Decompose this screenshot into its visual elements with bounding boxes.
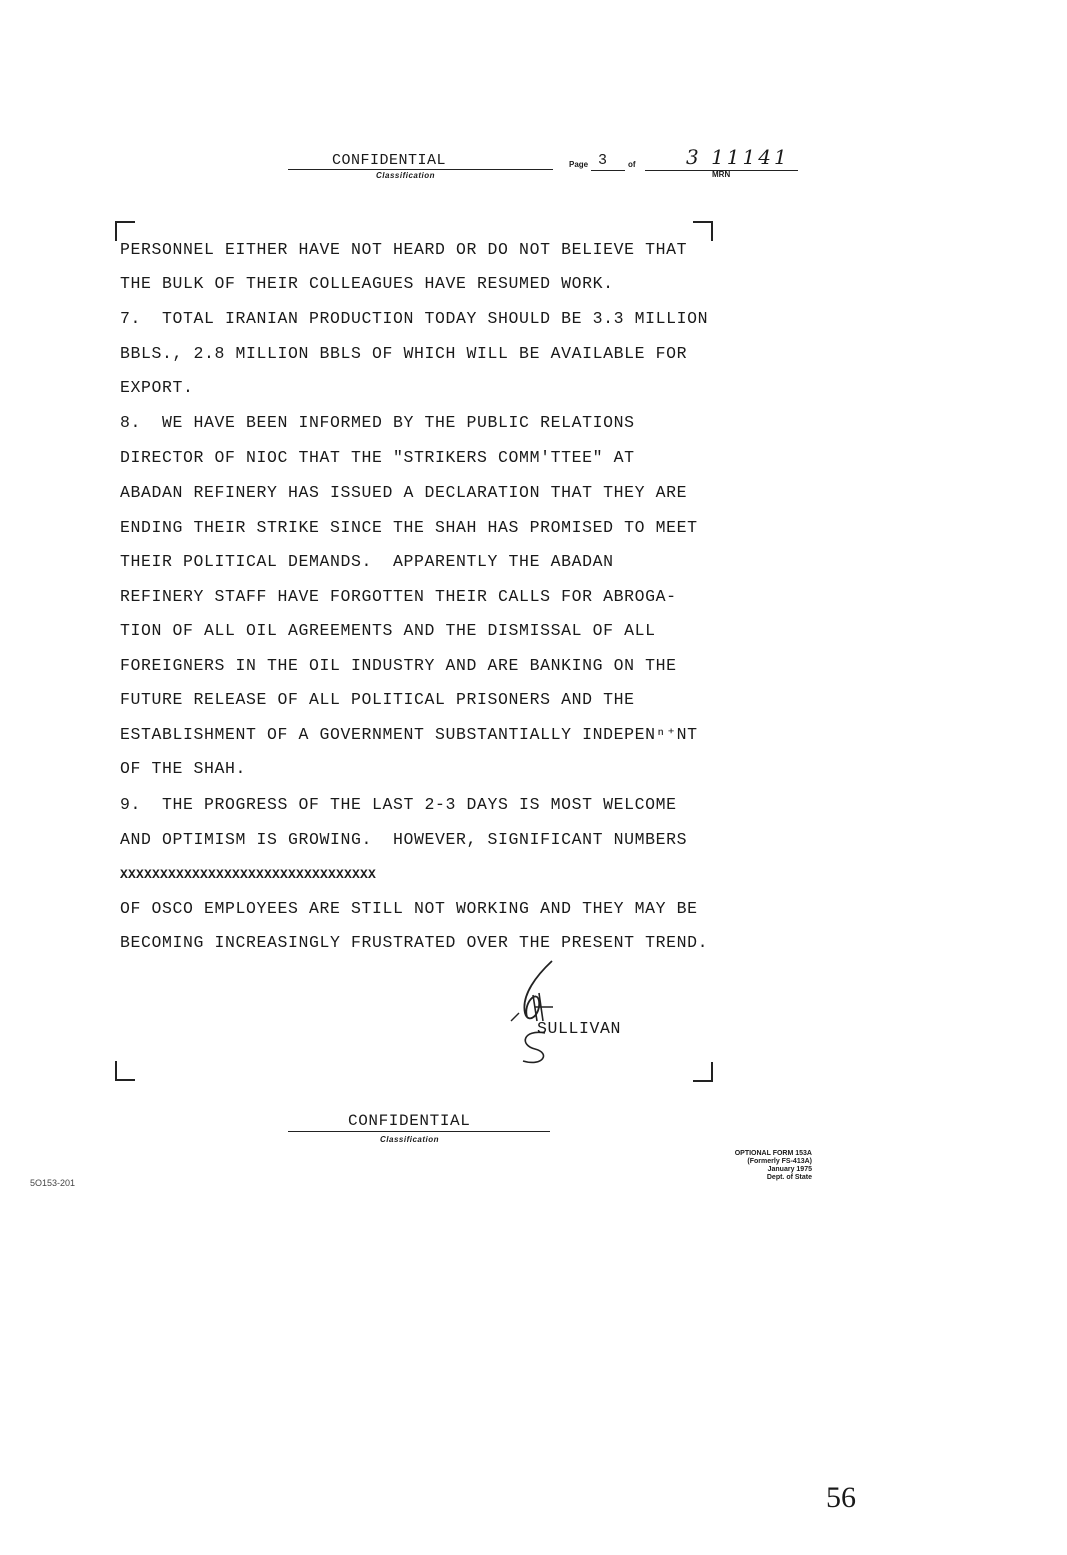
corner-mark-top-left [115,221,135,241]
body-line: 9. THE PROGRESS OF THE LAST 2-3 DAYS IS MOST WELCOME [120,795,677,814]
header-classification-value: CONFIDENTIAL [332,152,447,169]
body-line: EXPORT. [120,378,194,397]
body-line: 7. TOTAL IRANIAN PRODUCTION TODAY SHOULD BE 3.3 MILLION [120,309,709,328]
body-line: REFINERY STAFF HAVE FORGOTTEN THEIR CALLS FOR ABROGA- [120,587,677,606]
body-line: FUTURE RELEASE OF ALL POLITICAL PRISONERS AND THE [120,690,635,709]
page-label: Page [569,160,589,169]
page-number-rule [591,170,625,171]
footer-classification-label: Classification [380,1135,440,1144]
mrn-label: MRN [712,170,731,179]
of-label: of [628,160,636,169]
body-line: OF OSCO EMPLOYEES ARE STILL NOT WORKING AND THEY MAY BE [120,899,698,918]
body-line: 8. WE HAVE BEEN INFORMED BY THE PUBLIC RELATIONS [120,413,635,432]
optional-form-block [660,1150,812,1182]
corner-mark-top-right [693,221,713,241]
body-line: AND OPTIMISM IS GROWING. HOWEVER, SIGNIFICANT NUMBERS [120,830,688,849]
body-line: PERSONNEL EITHER HAVE NOT HEARD OR DO NOT BELIEVE THAT [120,240,688,259]
body-line: THEIR POLITICAL DEMANDS. APPARENTLY THE ABADAN [120,552,614,571]
body-line: ENDING THEIR STRIKE SINCE THE SHAH HAS PROMISED TO MEET [120,518,698,537]
mrn-value: 3 11141 [686,145,790,169]
optional-form-line: OPTIONAL FORM 153A [734,1150,812,1157]
body-line: OF THE SHAH. [120,759,247,778]
handwritten-initials [505,955,565,1070]
optional-form-line: (Formerly FS-413A) [747,1158,812,1165]
page-number: 3 [598,152,608,169]
header-classification-label: Classification [376,171,436,180]
body-line: TION OF ALL OIL AGREEMENTS AND THE DISMISSAL OF ALL [120,621,656,640]
body-line: DIRECTOR OF NIOC THAT THE "STRIKERS COMM'TTEE" AT [120,448,635,467]
footer-classification-value: CONFIDENTIAL [348,1112,471,1130]
form-number: 5O153-201 [30,1178,76,1188]
optional-form-line: January 1975 [767,1166,812,1173]
page-number-footer: 56 [826,1481,856,1514]
body-line: ABADAN REFINERY HAS ISSUED A DECLARATION THAT THEY ARE [120,483,688,502]
body-line: BBLS., 2.8 MILLION BBLS OF WHICH WILL BE AVAILABLE FOR [120,344,688,363]
body-line: THE BULK OF THEIR COLLEAGUES HAVE RESUMED WORK. [120,274,614,293]
body-line: FOREIGNERS IN THE OIL INDUSTRY AND ARE BANKING ON THE [120,656,677,675]
corner-mark-bottom-right [693,1062,713,1082]
body-line: ESTABLISHMENT OF A GOVERNMENT SUBSTANTIALLY INDEPENⁿ⁺NT [120,725,698,744]
footer-classification-block [288,1110,550,1150]
redacted-line: XXXXXXXXXXXXXXXXXXXXXXXXXXXXXXXX [120,867,377,882]
optional-form-line: Dept. of State [766,1174,812,1181]
header-classification-block [288,150,553,186]
signature-name: SULLIVAN [537,1019,622,1038]
body-line: BECOMING INCREASINGLY FRUSTRATED OVER THE PRESENT TREND. [120,933,709,952]
corner-mark-bottom-left [115,1061,135,1081]
